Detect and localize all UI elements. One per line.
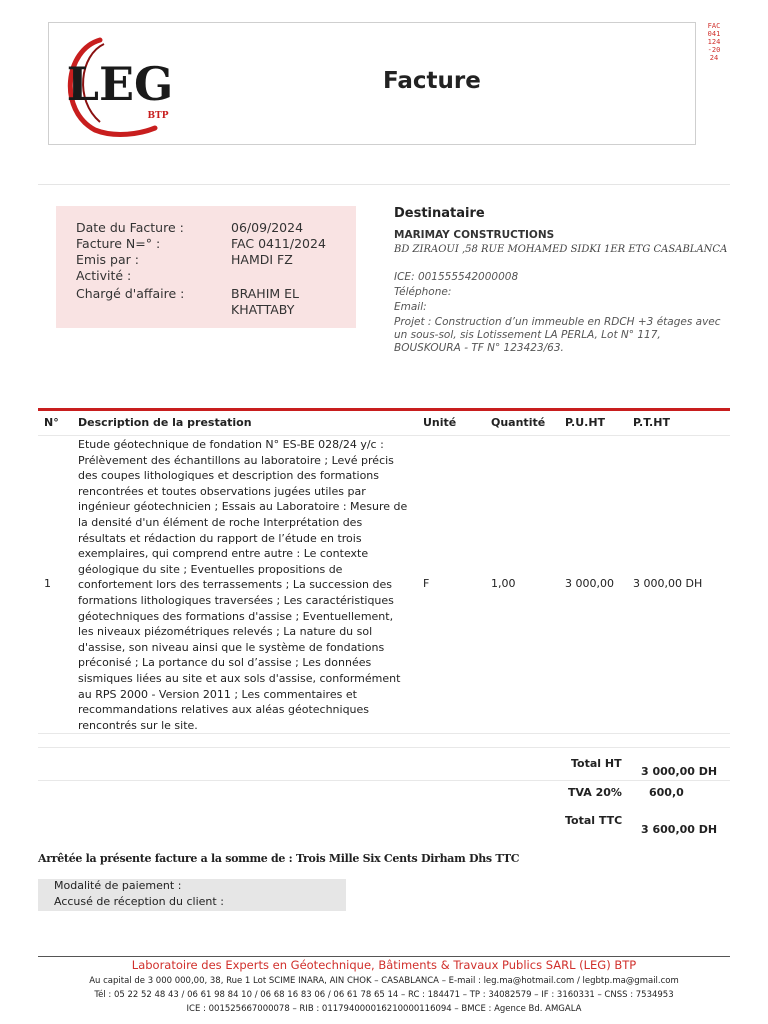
recipient-email: Email: (394, 301, 427, 313)
col-header-description: Description de la prestation (78, 416, 252, 429)
col-header-unit-price: P.U.HT (565, 416, 606, 429)
info-value-number: FAC 0411/2024 (231, 236, 326, 251)
tva-label: TVA 20% (568, 786, 622, 799)
col-header-unit: Unité (423, 416, 457, 429)
footer-address-line: Au capital de 3 000 000,00, 38, Rue 1 Lot SCIME INARA, AIN CHOK – CASABLANCA – E-mail : leg.ma@hotmail.com / legbtp.ma@gmail.com (89, 976, 679, 986)
company-logo (60, 30, 180, 138)
row-unit-price: 3 000,00 (565, 577, 614, 590)
client-receipt-label: Accusé de réception du client : (54, 895, 224, 908)
info-label-issuer: Emis par : (76, 252, 139, 267)
row-divider (38, 733, 730, 734)
row-description: Etude géotechnique de fondation N° ES-BE 028/24 y/c : Prélèvement des échantillons au laboratoire ; Levé précis des coupes lithologiques et description des formations rencontrées et toutes observations jugées utiles par ingénieur géotechnicien ; Essais au Laboratoire : Mesure de la densité d'un élément de roche Interprétation des résultats et rédaction du rapport de l’étude en trois exemplaires, qui comprend entre autre : Le contexte géologique du site ; Eventuelles propositions de confortement lors des terrassements ; La succession des formations lithologiques traversées ; Les caractéristiques géotechniques des formations d'assise ; Eventuellement, les niveaux piézométriques relevés ; La nature du sol d'assise, son niveau ainsi que le système de fondations préconisé ; La portance du sol d’assise ; Les données sismiques liées au site et aux sols d'assise, conformément au RPS 2000 - Version 2011 ; Les commentaires et recommandations relatives aux aléas géotechniques rencontrés sur le site. (78, 438, 408, 732)
footer-company-name: Laboratoire des Experts en Géotechnique, Bâtiments & Travaux Publics SARL (LEG) BTP (131, 958, 637, 972)
row-unit: F (423, 577, 430, 590)
info-value-manager: BRAHIM EL KHATTABY (231, 286, 300, 317)
totals-divider (38, 780, 730, 781)
total-ttc-label: Total TTC (565, 814, 623, 827)
recipient-title: Destinataire (394, 206, 485, 221)
row-number: 1 (44, 577, 51, 590)
amount-in-words: Arrêtée la présente facture a la somme de : Trois Mille Six Cents Dirham Dhs TTC (38, 852, 520, 865)
table-top-border (38, 408, 730, 411)
recipient-ice: ICE: 001555542000008 (394, 271, 519, 283)
col-header-total-price: P.T.HT (633, 416, 670, 429)
footer-bank-line: ICE : 001525667000078 – RIB : 011794000016210000116094 – BMCE : Agence Bd. AMGALA (186, 1004, 582, 1014)
total-ht-value: 3 000,00 DH (641, 765, 718, 778)
info-label-activity: Activité : (76, 268, 132, 283)
row-total-price: 3 000,00 DH (633, 577, 703, 590)
recipient-project: Projet : Construction d’un immeuble en RDCH +3 étages avec un sous-sol, sis Lotissement LA PERLA, Lot N° 117, BOUSKOURA - TF N° 123423/63. (394, 316, 721, 354)
logo-subtext: BTP (147, 111, 169, 121)
document-title: Facture (383, 68, 481, 94)
payment-mode-label: Modalité de paiement : (54, 879, 182, 892)
tva-value: 600,0 (649, 786, 684, 799)
header-divider (38, 184, 730, 185)
recipient-address: BD ZIRAOUI ,58 RUE MOHAMED SIDKI 1ER ETG CASABLANCA (394, 244, 728, 255)
total-ttc-value: 3 600,00 DH (641, 823, 718, 836)
vertical-reference: FAC041124-2024 (707, 22, 721, 62)
footer-divider (38, 956, 730, 957)
row-quantity: 1,00 (491, 577, 516, 590)
col-header-number: N° (44, 416, 59, 429)
logo-text: LEG (66, 57, 174, 111)
info-label-manager: Chargé d'affaire : (76, 286, 185, 301)
info-label-number: Facture N=° : (76, 236, 161, 251)
recipient-company: MARIMAY CONSTRUCTIONS (394, 229, 555, 241)
info-value-issuer: HAMDI FZ (231, 252, 293, 267)
info-label-date: Date du Facture : (76, 220, 184, 235)
recipient-phone: Téléphone: (394, 286, 452, 298)
total-ht-label: Total HT (571, 757, 622, 770)
info-value-date: 06/09/2024 (231, 220, 304, 235)
header-row-divider (38, 435, 730, 436)
col-header-quantity: Quantité (491, 416, 546, 429)
table-bottom-divider (38, 747, 730, 748)
footer-contact-line: Tél : 05 22 52 48 43 / 06 61 98 84 10 / 06 68 16 83 06 / 06 61 78 65 14 – RC : 184471 – TP : 34082579 – IF : 3160331 – CNSS : 7534953 (94, 990, 674, 1000)
